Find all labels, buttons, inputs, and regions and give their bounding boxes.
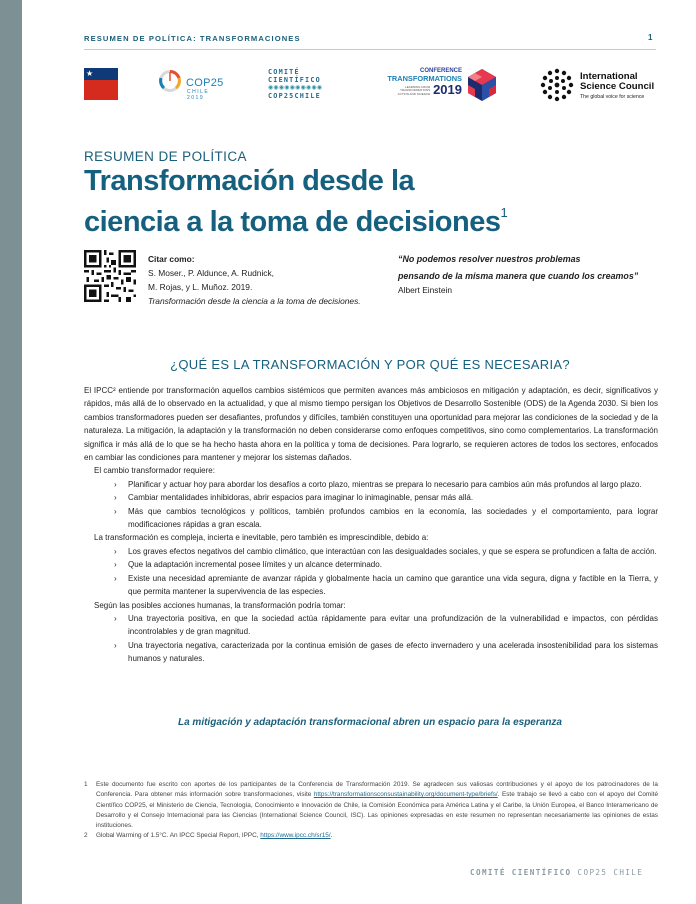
left-sidebar-band [0, 0, 22, 904]
footer-cop25: COP25 CHILE [577, 868, 644, 877]
footnote-2-link[interactable]: https://www.ipcc.ch/sr15/ [260, 832, 331, 840]
flag-red-block [84, 80, 118, 100]
complex-intro: La transformación es compleja, incierta e inevitable, pero también es imprescindible, debido a: [94, 533, 429, 543]
citation-authors-1: S. Moser., P. Aldunce, A. Rudnick, [148, 268, 275, 278]
footnote-2-text: Global Warming of 1.5°C. An IPCC Special Report, IPPC, [96, 832, 261, 840]
actions-list [84, 612, 658, 666]
footnote-number: 2 [84, 832, 88, 840]
title-footnote-marker[interactable]: 1 [500, 205, 508, 220]
comite-line-1: COMITÉ [268, 68, 300, 76]
page-number: 1 [648, 33, 653, 42]
footnote-2 [84, 831, 658, 841]
chevron-right-icon: › [114, 493, 117, 503]
footer-committee: COMITÉ CIENTÍFICO [470, 868, 572, 877]
section-body [84, 384, 658, 666]
footnote-1-text-a: Este documento fue escrito con aportes de los participantes de la Conferencia de Transformación 2019. Se agradecen sus valiosas contribuciones y el apoyo de los patrocinadores de la Conferencia. Para obtener más información sobre transformaciones, visite [96, 781, 658, 799]
footnote-number: 1 [84, 781, 88, 788]
citation-label: Citar como: [148, 254, 195, 264]
document-kicker: RESUMEN DE POLÍTICA [84, 149, 247, 164]
chevron-right-icon: › [114, 573, 117, 583]
transformations-conference-logo [376, 68, 498, 104]
highlight-statement: La mitigación y adaptación transformacional abren un espacio para la esperanza [177, 717, 562, 728]
isc-tagline: The global voice for science [580, 94, 645, 100]
isc-name-line-2: Science Council [580, 81, 655, 92]
page-footer [470, 868, 643, 877]
cop25-wordmark: COP25 [186, 77, 224, 89]
footnote-1-text-b: . Este trabajo se llevó a cabo con el apoyo del Comité Científico COP25, el Ministerio de Ciencia, Tecnología, Conocimiento e Innovación de Chile, la Comisión Económica para América Latina y el Caribe, la Unión Europea, el Banco Interamericano de Desarrollo y el Consejo Internacional para las Ciencias (International Science Council, ISC). Las opiniones expresadas en este resumen no representan necesariamente las opiniones de estas instituciones. [96, 791, 658, 830]
comite-cientifico-logo [268, 68, 336, 102]
header-divider [84, 49, 656, 50]
chevron-right-icon: › [114, 613, 117, 623]
comite-dots-icon: ◉◉◉◉◉◉◉◉◉◉ [268, 85, 323, 91]
citation-block [148, 252, 361, 308]
footnote-2-end: . [330, 832, 333, 840]
footnote-1-link[interactable]: https://transformationsconsustainability.org/document-type/briefs/ [313, 791, 498, 799]
quote-author: Albert Einstein [398, 285, 452, 295]
footnote-1 [84, 780, 658, 831]
running-header: RESUMEN DE POLÍTICA: TRANSFORMACIONES [84, 34, 301, 43]
transformations-name: TRANSFORMATIONS [387, 74, 462, 83]
actions-intro: Según las posibles acciones humanas, la transformación podría tomar: [94, 600, 346, 610]
star-icon: ★ [86, 69, 94, 78]
cop25-country: CHILE [187, 89, 210, 95]
quote-line-1: “No podemos resolver nuestros problemas [398, 254, 581, 264]
transformations-year: 2019 [433, 82, 462, 97]
intro-paragraph: El IPCC² entiende por transformación aquellos cambios sistémicos que permiten avances más ambiciosos en mitigación y adaptación, es decir, significativos y rápidos, más allá de lo observado en la actualidad, y que al mismo tiempo persigan los Objetivos de Desarrollo Sostenible (ODS) de la Agenda 2030. Si bien los cambios transformadores pueden ser desafiantes, profundos y difíciles, también constituyen una oportunidad para mejorar las condiciones de la sociedad y de la naturaleza. La mitigación, la adaptación y la transformación no deben considerarse como enfoques competitivos, sino como complementarios. La transformación significa ir más allá de lo que se ha hecho hasta ahora en la política y toma de decisiones. Para lograrlo, se requieren actores de todos los sectores, enfocados en cambiar las condiciones para mantener y mejorar los sistemas dañados. [84, 386, 658, 463]
chevron-right-icon: › [114, 640, 117, 650]
requires-intro: El cambio transformador requiere: [94, 466, 215, 476]
complex-list [84, 545, 658, 599]
list-item: › Cambiar mentalidades inhibidoras, abrir espacios para imaginar lo inimaginable, pensar más allá. [114, 491, 658, 504]
document-title [84, 166, 507, 238]
chevron-right-icon: › [114, 506, 117, 516]
list-item: › Una trayectoria negativa, caracterizada por la continua emisión de gases de efecto invernadero y una acelerada insostenibilidad para los sistemas humanos y naturales. [114, 640, 658, 664]
isc-logo [540, 68, 660, 104]
section-heading: ¿QUÉ ES LA TRANSFORMACIÓN Y POR QUÉ ES NECESARIA? [170, 357, 570, 372]
isc-dots-icon [540, 68, 574, 102]
chevron-right-icon: › [114, 546, 117, 556]
list-item: › Planificar y actuar hoy para abordar los desafíos a corto plazo, mientras se prepara lo necesario para cambios aún más profundos al largo plazo. [114, 478, 658, 491]
chevron-right-icon: › [114, 560, 117, 570]
cop25-subtitle [187, 90, 209, 101]
list-item: › Existe una necesidad apremiante de avanzar rápida y globalmente hacia un camino que garantice una vida segura, digna y factible en la Tierra, y que permita mantener la supervivencia de las especies. [114, 573, 658, 597]
transformations-small-2: TRANSFORMATIONS [400, 88, 431, 92]
list-item: › Más que cambios tecnológicos y políticos, también profundos cambios en la economía, las sociedades y el comportamiento, para lograr modificaciones rápidas a gran escala. [114, 506, 658, 530]
requires-list [84, 478, 658, 532]
comite-line-3: COP25CHILE [268, 92, 321, 100]
chevron-right-icon: › [114, 479, 117, 489]
list-item: › Los graves efectos negativos del cambio climático, que interactúan con las desigualdades sociales, y que se espera se profundicen a falta de acción. [114, 545, 658, 558]
cop25-logo [158, 66, 228, 104]
transformations-small-3: ACTION AND SCIENCE [397, 91, 431, 96]
title-line-1: Transformación desde la [84, 165, 415, 197]
comite-line-2: CIENTÍFICO [268, 76, 321, 84]
transformations-wordmark [376, 68, 462, 96]
qr-code-icon[interactable] [84, 250, 136, 302]
isc-name-line-1: International [580, 71, 638, 82]
hexagon-cube-icon [466, 68, 498, 102]
quote-line-2: pensando de la misma manera que cuando los creamos” [398, 270, 639, 281]
list-item: › Una trayectoria positiva, en que la sociedad actúa rápidamente para evitar una profundización de la vulnerabilidad e impactos, con pérdidas incontrolables y de gran magnitud. [114, 613, 658, 637]
transformations-conference-label: CONFERENCE [419, 68, 462, 74]
list-item: › Que la adaptación incremental posee límites y un alcance determinado. [114, 558, 658, 571]
citation-title: Transformación desde la ciencia a la toma de decisiones. [148, 296, 361, 306]
cop25-ring-icon [158, 69, 182, 93]
transformations-small-1: LEARNING FROM [405, 84, 431, 89]
footnotes [84, 780, 658, 842]
title-line-2: ciencia a la toma de decisiones [84, 206, 501, 238]
isc-name [580, 72, 654, 92]
epigraph-quote [398, 251, 660, 296]
chile-government-logo [84, 68, 118, 100]
citation-authors-2: M. Rojas, y L. Muñoz. 2019. [148, 282, 253, 292]
cop25-year: 2019 [187, 94, 205, 101]
